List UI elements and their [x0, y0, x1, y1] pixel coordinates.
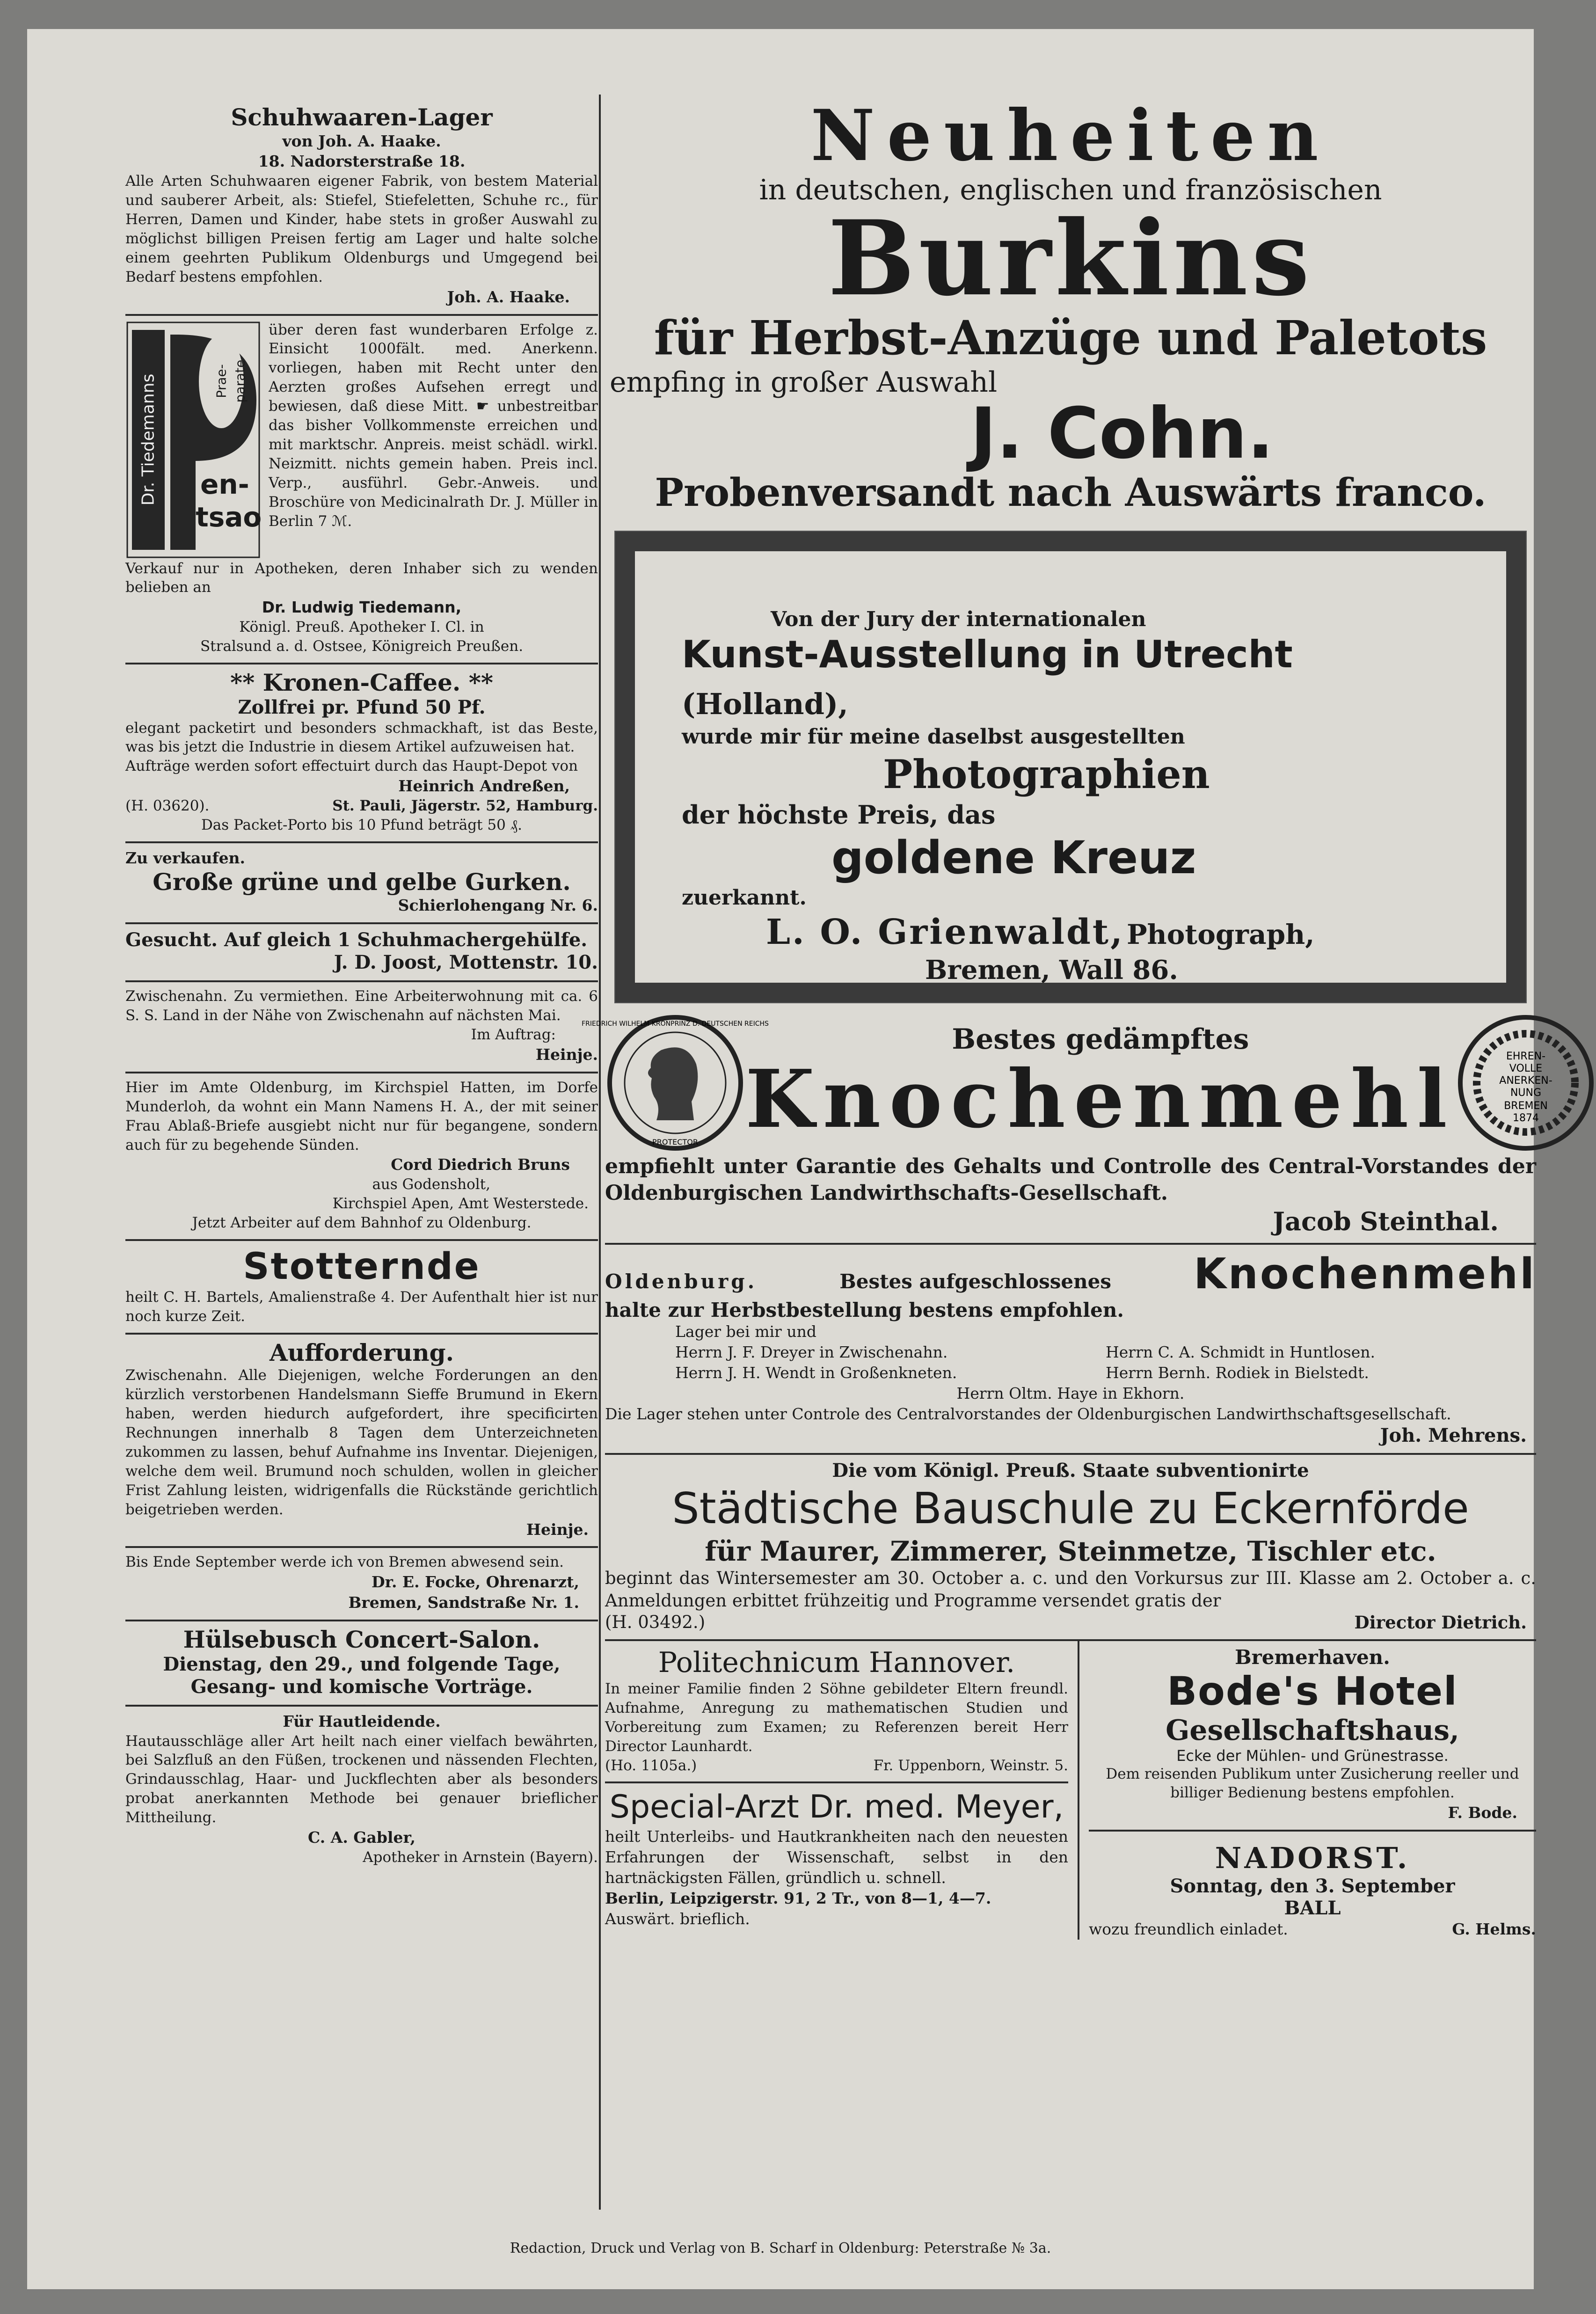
- ad-address: 18. Nadorsterstraße 18.: [258, 152, 466, 171]
- logo-tsao: tsao: [196, 501, 262, 533]
- medal-right-line6: 1874: [1512, 1112, 1539, 1124]
- ad-knochenmehl-mehrens: [605, 1245, 1536, 1454]
- ad-ref: (Ho. 1105a.): [605, 1757, 697, 1774]
- ad-body: Dem reisenden Publikum unter Zusicherung reeller und billiger Bedienung bestens empfohlen.: [1106, 1765, 1519, 1802]
- ad-signature: Joh. A. Haake.: [447, 287, 570, 306]
- ad-body: Zwischenahn. Alle Diejenigen, welche Forderungen an den kürzlich verstorbenen Handelsmann Sieffe Brumund in Ekern haben, werden hiedurch aufgefordert, ihre specificirten Rechnungen innerhalb 8 Tagen dem Unterzeichneten zukommen zu lassen, behuf Aufnahme ins Inventar. Diejenigen, welche dem weil. Brumund noch schulden, wollen in gleicher Frist Zahlung leisten, widrigenfalls die Rückstände gerichtlich beigetrieben werden.: [125, 1367, 598, 1518]
- ad-photographien: Photographien: [883, 751, 1210, 797]
- ad-agent5: Herrn Oltm. Haye in Ekhorn.: [956, 1384, 1185, 1402]
- ad-received: empfing in großer Auswahl: [610, 365, 998, 399]
- ad-sub: in deutschen, englischen und französischen: [759, 173, 1382, 206]
- ad-concert-salon: [125, 1621, 598, 1707]
- ad-ref: (H. 03620).: [125, 797, 210, 815]
- ad-pre: Bestes aufgeschlossenes: [839, 1270, 1112, 1293]
- ad-porto: Das Packet-Porto bis 10 Pfund beträgt 50 ₰.: [201, 817, 523, 834]
- ad-line3: wozu freundlich einladet.: [1089, 1920, 1288, 1939]
- ad-utrecht-frame: [614, 531, 1527, 1003]
- medal-protector-icon: [582, 1013, 769, 1153]
- ad-title: Politechnicum Hannover.: [658, 1646, 1015, 1679]
- ad-zwischenahn-wohnung: [125, 982, 598, 1073]
- ad-title: Schuhwaaren-Lager: [231, 103, 493, 131]
- ad-address: Apotheker in Arnstein (Bayern).: [363, 1848, 598, 1866]
- ad-line2: BALL: [1284, 1897, 1341, 1920]
- ad-body: Bis Ende September werde ich von Bremen abwesend sein.: [125, 1554, 564, 1571]
- ad-agent4: Herrn Bernh. Rodiek in Bielstedt.: [1106, 1364, 1369, 1382]
- ad-address: J. D. Joost, Mottenstr. 10.: [334, 951, 598, 974]
- pentsao-body: über deren fast wunderbaren Erfolge z. Einsicht 1000fält. med. Anerkenn. vorliegen, haben mit Recht unter den Aerzten großes Aufsehen erregt und bewiesen, daß diese Mitt. ☛ unbestreitbar das bisher Vollkommenste erreichen und mit marktschr. Anpreis. meist schädl. wirkl. Neizmitt. nichts gemein haben. Preis incl. Verp., ausführl. Gebr.-Anweis. und Broschüre von Medicinalrath Dr. J. Müller in Berlin 7 ℳ.: [269, 321, 598, 530]
- ad-name: C. A. Gabler,: [308, 1828, 415, 1847]
- ad-line1: halte zur Herbstbestellung bestens empfohlen.: [605, 1299, 1124, 1322]
- ad-pentsao: [125, 316, 598, 665]
- medal-left-inscription: FRIEDRICH WILHELM KRONPRINZ D. DEUTSCHEN REICHS: [582, 1020, 769, 1028]
- ad-agent3: Herrn J. H. Wendt in Großenkneten.: [675, 1364, 957, 1382]
- newspaper-page: [27, 29, 1552, 2289]
- ad-line1: Dienstag, den 29., und folgende Tage,: [163, 1653, 561, 1675]
- ad-sub: Gesellschaftshaus,: [1166, 1714, 1459, 1747]
- ad-bauschule: [605, 1455, 1536, 1641]
- ad-title: Für Hautleidende.: [283, 1712, 441, 1730]
- ad-holland: (Holland),: [682, 687, 848, 721]
- ad-bodes-hotel: [1089, 1641, 1536, 1832]
- ad-title: Aufforderung.: [269, 1338, 454, 1366]
- ad-signature: Jacob Steinthal.: [1273, 1206, 1499, 1237]
- ad-name: Heinrich Andreßen,: [398, 777, 570, 796]
- ad-agent2: Herrn C. A. Schmidt in Huntlosen.: [1106, 1343, 1376, 1362]
- medal-right-line1: EHREN-: [1506, 1051, 1545, 1062]
- ad-title: Städtische Bauschule zu Eckernförde: [672, 1483, 1469, 1533]
- ad-meyer: [605, 1783, 1068, 1929]
- ad-line3: wurde mir für meine daselbst ausgestellten: [682, 725, 1185, 749]
- ad-line2: Lager bei mir und: [675, 1322, 816, 1341]
- ad-body: empfiehlt unter Garantie des Gehalts und Controlle des Central-Vorstandes der Oldenburgischen Landwirthschafts-Gesellschaft.: [605, 1154, 1536, 1205]
- pentsao-logo: [125, 321, 261, 559]
- ad-body: Hautausschläge aller Art heilt nach einer vielfach bewährten, bei Salzfluß an den Füßen, trockenen und nässenden Flechten, Grindausschlag, Haar- und Juckflechten aber als besonders probat anerkannten Methode bei genauer brieflicher Mittheilung.: [125, 1732, 598, 1826]
- right-column: [582, 95, 1552, 1940]
- ad-line: für Herbst-Anzüge und Paletots: [654, 310, 1487, 365]
- medal-anerkennung-icon: [1456, 1013, 1596, 1153]
- ad-title: ** Kronen-Caffee. **: [230, 669, 494, 697]
- ad-address: Berlin, Leipzigerstr. 91, 2 Tr., von 8—1, 4—7.: [605, 1889, 991, 1907]
- ad-line3: Die Lager stehen unter Controle des Centralvorstandes der Oldenburgischen Landwirthschaftsgesellschaft.: [605, 1404, 1451, 1423]
- ad-signature: Heinje.: [535, 1045, 598, 1064]
- ad-pre: Bestes gedämpftes: [952, 1022, 1249, 1056]
- left-column: [125, 99, 598, 1867]
- ad-address: St. Pauli, Jägerstr. 52, Hamburg.: [332, 797, 598, 815]
- ad-line1: aus Godensholt,: [372, 1176, 490, 1193]
- ad-line2: Gesang- und komische Vorträge.: [190, 1675, 533, 1698]
- ad-title: Knochenmehl: [745, 1052, 1456, 1146]
- ad-line1: Sonntag, den 3. September: [1170, 1875, 1455, 1898]
- column-divider: [599, 95, 601, 2210]
- ad-by: von Joh. A. Haake.: [282, 131, 441, 150]
- ad-pre: Die vom Königl. Preuß. Staate subventionirte: [832, 1459, 1309, 1482]
- ad-body: heilt Unterleibs- und Hautkrankheiten nach den neuesten Erfahrungen der Wissenschaft, selbst in den hartnäckigsten Fällen, gründlich u. schnell.: [605, 1827, 1068, 1887]
- ad-lead: Oldenburg.: [605, 1270, 758, 1293]
- ad-address: Bremen, Wall 86.: [925, 955, 1178, 986]
- ad-lead: Zu verkaufen.: [125, 848, 246, 867]
- ad-address: Bremen, Sandstraße Nr. 1.: [348, 1593, 579, 1612]
- ad-body: heilt C. H. Bartels, Amalienstraße 4. Der Aufenthalt hier ist nur noch kurze Zeit.: [125, 1289, 598, 1325]
- ad-signature: F. Bode.: [1448, 1803, 1517, 1822]
- ad-line5: der höchste Preis, das: [682, 800, 996, 830]
- ad-aufforderung: [125, 1335, 598, 1548]
- bottom-right-left: [605, 1641, 1079, 1940]
- ad-name: Dr. E. Focke, Ohrenarzt,: [371, 1573, 579, 1591]
- ad-line7: zuerkannt.: [682, 886, 807, 910]
- ad-body2: Aufträge werden sofort effectuirt durch das Haupt-Depot von: [125, 758, 578, 775]
- ad-name: J. Cohn.: [970, 393, 1274, 474]
- pentsao-body2: Verkauf nur in Apotheken, deren Inhaber sich zu wenden belieben an: [125, 560, 598, 596]
- logo-prae-text: Prae-: [213, 364, 229, 398]
- ad-big: Burkins: [828, 197, 1313, 319]
- ad-gurken: [125, 843, 598, 924]
- ad-title: Große grüne und gelbe Gurken.: [153, 868, 571, 896]
- pentsao-line1: Königl. Preuß. Apotheker I. Cl. in: [239, 619, 484, 636]
- ad-title: Knochenmehl: [1194, 1249, 1536, 1299]
- ad-address: Ecke der Mühlen- und Grünestrasse.: [1176, 1746, 1449, 1765]
- ad-body: In meiner Familie finden 2 Söhne gebildeter Eltern freundl. Aufnahme, Anregung zu mathematischen Studien und Vorbereitung zum Examen; zu Referenzen bereit Herr Director Launhardt.: [605, 1680, 1068, 1755]
- ad-probe: Probenversandt nach Auswärts franco.: [655, 470, 1487, 515]
- ad-signature: Joh. Mehrens.: [1380, 1424, 1527, 1446]
- ad-stotternde: [125, 1241, 598, 1335]
- ad-title: Special-Arzt Dr. med. Meyer,: [609, 1788, 1064, 1826]
- ad-name: Cord Diedrich Bruns: [391, 1155, 570, 1174]
- logo-parate-text: parate: [232, 359, 248, 403]
- footer-imprint: Redaction, Druck und Verlag von B. Scharf in Oldenburg: Peterstraße № 3a.: [510, 2240, 1051, 2256]
- ad-body: elegant packetirt und besonders schmackhaft, ist das Beste, was bis jetzt die Industrie in diesem Artikel aufzuweisen hat.: [125, 719, 598, 756]
- ad-title: Bode's Hotel: [1167, 1668, 1458, 1714]
- medal-right-line4: NUNG: [1510, 1087, 1541, 1099]
- ad-focke: [125, 1548, 598, 1621]
- ad-name: L. O. Grienwaldt,: [766, 912, 1124, 953]
- ad-schuhwaaren: [125, 99, 598, 316]
- ad-schuhmacher: [125, 924, 598, 982]
- ad-ref: (H. 03492.): [605, 1612, 706, 1632]
- ad-line2: Auswärt. brieflich.: [605, 1909, 750, 1928]
- pentsao-name: Dr. Ludwig Tiedemann,: [262, 598, 462, 617]
- ad-line3: Jetzt Arbeiter auf dem Bahnhof zu Oldenburg.: [192, 1214, 532, 1232]
- ad-title: Stotternde: [243, 1246, 481, 1288]
- ad-price: Zollfrei pr. Pfund 50 Pf.: [238, 696, 486, 718]
- medal-right-line5: BREMEN: [1504, 1100, 1548, 1112]
- ad-body: beginnt das Wintersemester am 30. October a. c. und den Vorkursus zur III. Klasse am 2. October a. c. Anmeldungen erbittet frühzeitig und Programme versendet gratis der: [605, 1568, 1536, 1611]
- ad-hautleidende: [125, 1707, 598, 1867]
- ad-signature: Fr. Uppenborn, Weinstr. 5.: [873, 1757, 1068, 1774]
- ad-body: Alle Arten Schuhwaaren eigener Fabrik, von bestem Material und sauberer Arbeit, als: Stiefel, Stiefeletten, Schuhe rc., für Herren, Damen und Kinder, habe stets in großer Auswahl zu möglichst billigen Preisen fertig am Lager und halte solche einem geehrten Publikum Oldenburgs und Umgegend bei Bedarf bestens empfohlen.: [125, 173, 598, 285]
- ad-knochenmehl-steinthal: [582, 1013, 1552, 1245]
- medal-right-line2: VOLLE: [1509, 1063, 1543, 1074]
- ad-signature: G. Helms.: [1452, 1920, 1536, 1939]
- ad-nadorst: [1089, 1832, 1536, 1940]
- ad-line: für Maurer, Zimmerer, Steinmetze, Tischler etc.: [705, 1535, 1436, 1567]
- ad-title: Neuheiten: [810, 95, 1331, 177]
- ad-line2: Kirchspiel Apen, Amt Westerstede.: [332, 1195, 589, 1212]
- ad-auftrag: Im Auftrag:: [471, 1026, 556, 1044]
- ad-kronen-caffee: [125, 664, 598, 843]
- ad-polytechnicum: [605, 1641, 1068, 1784]
- pentsao-line2: Stralsund a. d. Ostsee, Königreich Preußen.: [200, 638, 524, 655]
- ad-line1: Von der Jury der internationalen: [771, 607, 1146, 631]
- ad-body: Hier im Amte Oldenburg, im Kirchspiel Hatten, im Dorfe Munderloh, da wohnt ein Mann Namens H. A., der mit seiner Frau Ablaß-Briefe ausgiebt nicht nur für begangene, sondern auch für zu begehende Sünden.: [125, 1079, 598, 1153]
- ad-goldene-kreuz: goldene Kreuz: [831, 832, 1196, 884]
- ad-job: Photograph,: [1126, 919, 1315, 951]
- logo-tiedemanns-text: Dr. Tiedemanns: [138, 373, 158, 506]
- ad-agent1: Herrn J. F. Dreyer in Zwischenahn.: [675, 1343, 948, 1362]
- ad-title: Hülsebusch Concert-Salon.: [183, 1626, 540, 1654]
- ad-title: NADORST.: [1215, 1841, 1410, 1876]
- ad-cohn: [605, 95, 1536, 521]
- logo-en: en-: [200, 468, 249, 500]
- ad-address: Schierlohengang Nr. 6.: [398, 896, 598, 915]
- bottom-right-grid: [605, 1641, 1536, 1940]
- ad-ablassbriefe: [125, 1073, 598, 1241]
- ad-title: Gesucht. Auf gleich 1 Schuhmachergehülfe.: [125, 929, 588, 951]
- ad-body: Zwischenahn. Zu vermiethen. Eine Arbeiterwohnung mit ca. 6 S. S. Land in der Nähe von Zwischenahn auf nächsten Mai.: [125, 988, 598, 1024]
- ad-signature: Director Dietrich.: [1354, 1612, 1527, 1633]
- ad-signature: Heinje.: [526, 1520, 589, 1539]
- ad-pre: Bremerhaven.: [1235, 1645, 1390, 1669]
- bottom-right-right: [1079, 1641, 1536, 1940]
- medal-right-line3: ANERKEN-: [1499, 1075, 1552, 1087]
- ad-kunst-ausstellung: Kunst-Ausstellung in Utrecht: [682, 633, 1293, 676]
- medal-left-bottom: PROTECTOR: [652, 1138, 698, 1146]
